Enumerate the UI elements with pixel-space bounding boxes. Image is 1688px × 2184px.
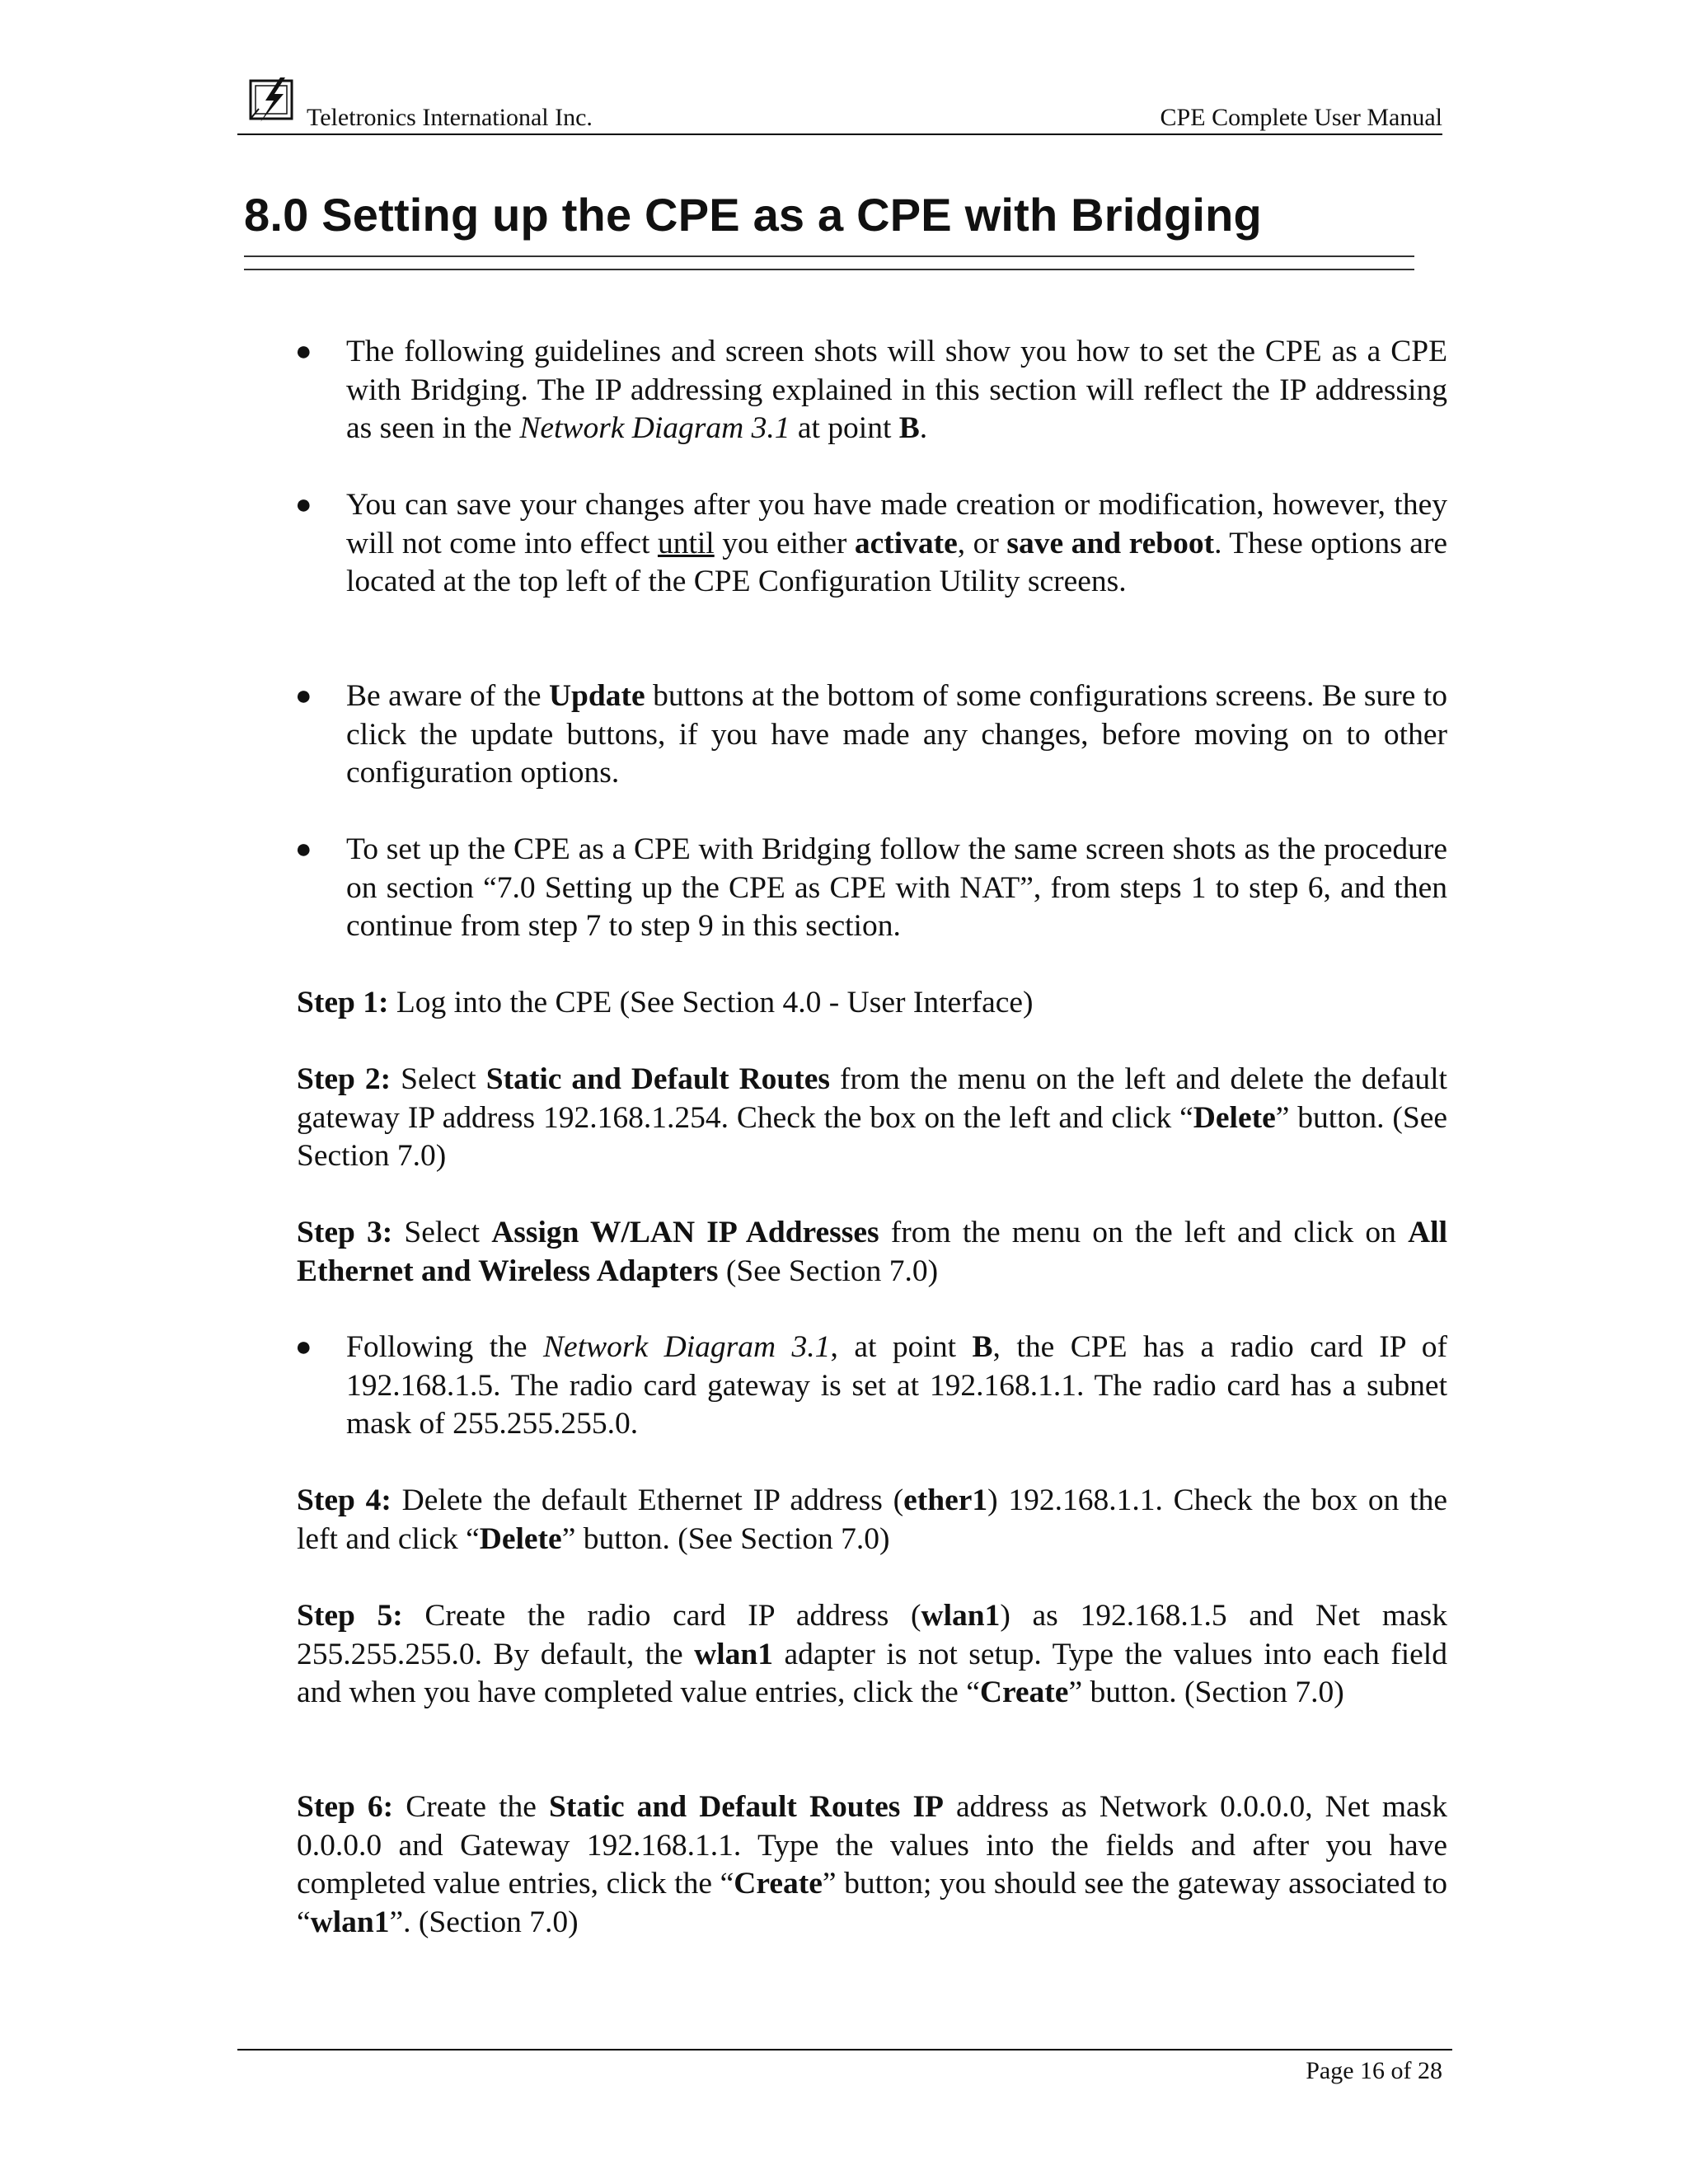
bullet-paragraph: To set up the CPE as a CPE with Bridging follow the same screen shots as the procedure on section “7.0 Setting up the CPE as CPE with NAT”, from steps 1 to step 6, and then continue from step 7 to step 9 in this section. bbox=[346, 832, 1447, 943]
step-6: Step 6: Create the Static and Default Routes IP address as Network 0.0.0.0, Net mask 0.0.0.0 and Gateway 192.168.1.1. Type the values into the fields and after you have completed value entries, click the “Create” button; you should see the gateway associated to “wlan1”. (Section 7.0) bbox=[297, 1790, 1448, 1939]
bullet-paragraph: Be aware of the Update buttons at the bottom of some configurations screens. Be sure to click the update buttons, if you have made any changes, before moving on to other configuration options. bbox=[346, 679, 1448, 790]
bullet-icon: ● bbox=[295, 1332, 312, 1362]
bullet-icon: ● bbox=[295, 834, 312, 865]
teletronics-logo-icon bbox=[247, 76, 298, 124]
step-5: Step 5: Create the radio card IP address (wlan1) as 192.168.1.5 and Net mask 255.255.255.0. By default, the wlan1 adapter is not setup. Type the values into each field and when you have completed value entries, click the “Create” button. (Section 7.0) bbox=[297, 1599, 1447, 1709]
step-4: Step 4: Delete the default Ethernet IP address (ether1) 192.168.1.1. Check the box on the left and click “Delete” button. (See Section 7.0) bbox=[297, 1483, 1447, 1556]
bullet-icon: ● bbox=[295, 681, 312, 711]
company-name: Teletronics International Inc. bbox=[307, 104, 593, 131]
bullet-paragraph: The following guidelines and screen shots will show you how to set the CPE as a CPE with Bridging. The IP addressing explained in this section will reflect the IP addressing as seen in the Network Diagram 3.1 at point B. bbox=[346, 335, 1447, 445]
step-2: Step 2: Select Static and Default Routes from the menu on the left and delete the default gateway IP address 192.168.1.254. Check the box on the left and click “Delete” button. (See Section 7.0) bbox=[297, 1062, 1447, 1173]
bullet-icon: ● bbox=[295, 490, 312, 520]
bullet-icon: ● bbox=[295, 336, 312, 367]
manual-title: CPE Complete User Manual bbox=[1160, 104, 1442, 131]
page-title: 8.0 Setting up the CPE as a CPE with Bridging bbox=[244, 189, 1262, 241]
bullet-paragraph: Following the Network Diagram 3.1, at point B, the CPE has a radio card IP of 192.168.1.5. The radio card gateway is set at 192.168.1.1. The radio card has a subnet mask of 255.255.255.0. bbox=[346, 1330, 1447, 1441]
page-number: Page 16 of 28 bbox=[1306, 2057, 1442, 2084]
title-double-rule bbox=[244, 255, 1414, 270]
step-3: Step 3: Select Assign W/LAN IP Addresses from the menu on the left and click on All Ethernet and Wireless Adapters (See Section 7.0) bbox=[297, 1216, 1447, 1288]
step-1: Step 1: Log into the CPE (See Section 4.0 - User Interface) bbox=[297, 986, 1034, 1019]
bullet-paragraph: You can save your changes after you have made creation or modification, however, they will not come into effect until you either activate, or save and reboot. These options are located at the top left of the CPE Configuration Utility screens. bbox=[346, 488, 1448, 598]
page-header bbox=[237, 69, 1442, 135]
footer-rule bbox=[237, 2049, 1452, 2050]
